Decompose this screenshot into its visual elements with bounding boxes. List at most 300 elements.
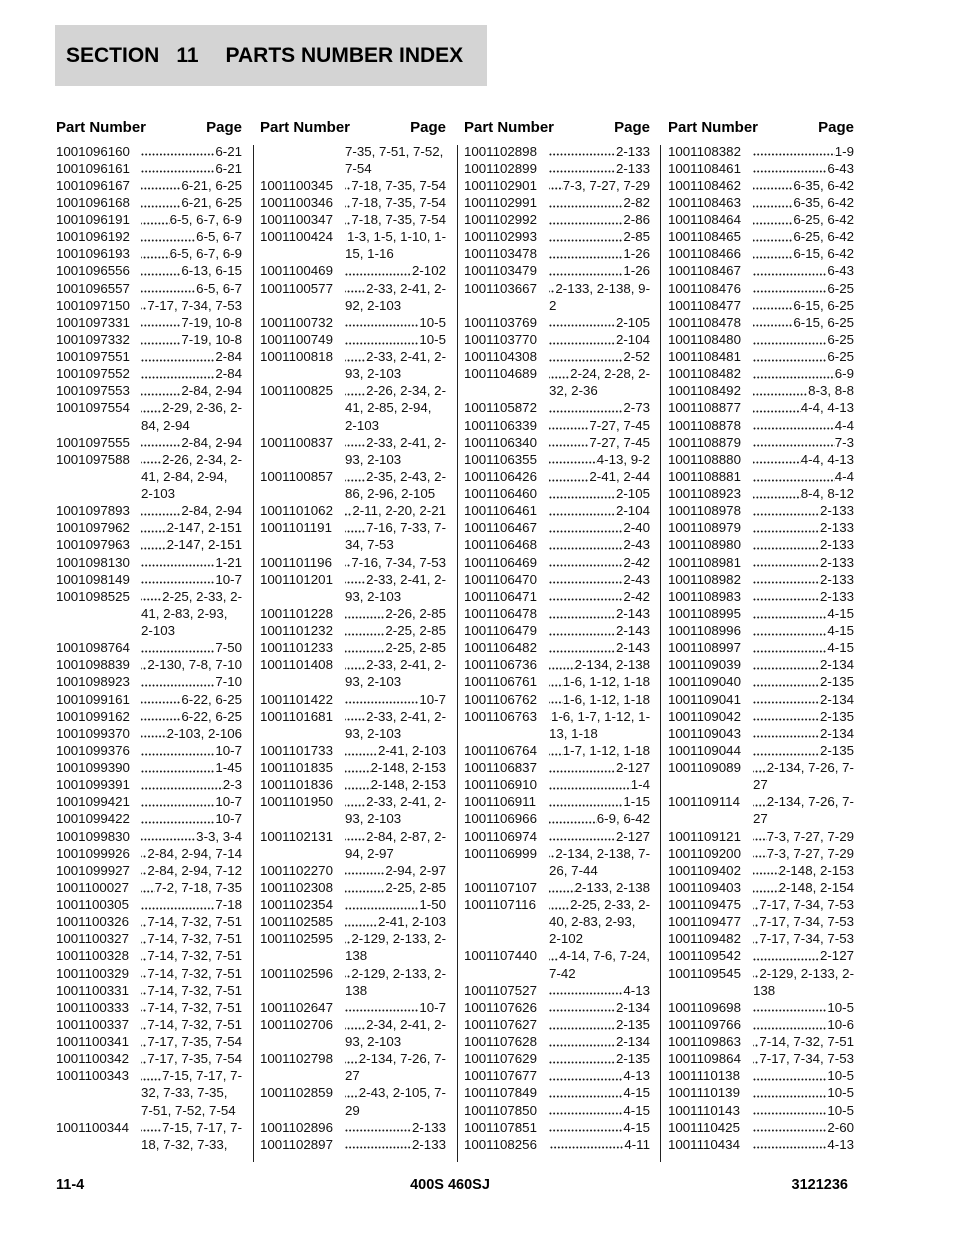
entry-line xyxy=(464,160,650,177)
dot-leader xyxy=(753,262,827,279)
part-number: 1001100327 xyxy=(56,931,129,947)
part-number: 1001101201 xyxy=(260,571,333,587)
page-reference: 10-7 xyxy=(215,794,242,810)
dot-leader xyxy=(549,160,616,177)
entry-line xyxy=(464,399,650,416)
entry-line xyxy=(260,211,446,228)
index-entry xyxy=(260,177,446,194)
index-entry xyxy=(668,502,854,519)
dot-leader xyxy=(549,554,623,571)
entry-line xyxy=(464,554,650,571)
dot-leader xyxy=(549,810,597,827)
entry-line xyxy=(464,348,650,365)
index-entry xyxy=(668,468,854,485)
dot-leader xyxy=(345,434,366,451)
entry-line xyxy=(464,262,650,279)
index-entry xyxy=(464,759,650,776)
entry-line xyxy=(56,999,242,1016)
part-number: 1001100346 xyxy=(260,194,333,210)
dot-leader xyxy=(753,571,820,588)
index-entry xyxy=(56,793,242,810)
part-number: 1001101232 xyxy=(260,623,333,638)
dot-leader xyxy=(345,280,366,297)
index-entry xyxy=(668,930,854,947)
page-reference: 10-5 xyxy=(419,314,446,330)
page-reference: 6-25 xyxy=(827,280,854,296)
page-reference: 6-9 xyxy=(834,366,854,382)
dot-leader xyxy=(753,485,801,502)
part-number: 1001101733 xyxy=(260,742,333,758)
entry-line xyxy=(56,588,242,605)
entry-line xyxy=(56,571,242,588)
dot-leader xyxy=(141,382,181,399)
entry-line xyxy=(260,1119,446,1136)
part-number: 1001100749 xyxy=(260,331,333,347)
part-number: 1001110143 xyxy=(668,1102,740,1118)
index-entry xyxy=(56,245,242,262)
page-reference: 6-5, 6-7 xyxy=(196,229,242,245)
part-number: 1001107116 xyxy=(464,897,536,912)
dot-leader xyxy=(753,160,827,177)
part-number: 1001100837 xyxy=(260,434,333,450)
index-entry xyxy=(56,143,242,160)
part-number: 1001109089 xyxy=(668,760,741,775)
column-header xyxy=(464,119,650,137)
part-number-heading: Part Number xyxy=(668,119,759,136)
footer-page-number: 11-4 xyxy=(56,1177,85,1193)
index-entry xyxy=(668,211,854,228)
entry-line xyxy=(668,673,854,690)
index-entry xyxy=(464,691,650,708)
index-entry xyxy=(668,417,854,434)
dot-leader xyxy=(345,759,371,776)
index-entry xyxy=(464,879,650,896)
page-reference: 4-13 xyxy=(623,1068,650,1084)
index-entry xyxy=(668,485,854,502)
page-reference: 2-34, 2-41, 2- xyxy=(366,1016,446,1032)
dot-leader xyxy=(345,828,366,845)
part-number: 1001109863 xyxy=(668,1034,741,1049)
index-entry xyxy=(464,742,650,759)
dot-leader xyxy=(753,280,827,297)
index-entry xyxy=(668,143,854,160)
entry-line xyxy=(56,331,242,348)
index-entry xyxy=(56,554,242,571)
page-reference: 2-127 xyxy=(615,760,650,775)
part-number: 1001107107 xyxy=(464,879,537,895)
page-reference: 2-84, 2-94 xyxy=(181,383,242,399)
index-column-1 xyxy=(56,119,242,1152)
dot-leader xyxy=(345,742,378,759)
part-number: 1001108256 xyxy=(464,1136,537,1152)
index-entry xyxy=(260,280,446,314)
page-reference: 6-35, 6-42 xyxy=(793,177,854,193)
index-entry xyxy=(668,691,854,708)
entry-line xyxy=(464,365,650,382)
part-number: 1001109121 xyxy=(668,828,741,844)
index-entry xyxy=(56,845,242,862)
page-reference: 2-26, 2-34, 2- xyxy=(162,451,242,467)
dot-leader xyxy=(753,451,801,468)
index-entry xyxy=(56,947,242,964)
index-entry xyxy=(668,451,854,468)
footer-model: 400S 460SJ xyxy=(410,1177,490,1193)
index-entry xyxy=(56,673,242,690)
entry-line xyxy=(56,348,242,365)
index-entry xyxy=(260,1119,446,1136)
page-reference: 7-17, 7-35, 7-54 xyxy=(147,1051,242,1067)
index-entry xyxy=(56,708,242,725)
index-entry xyxy=(464,776,650,793)
page-reference: 2-82 xyxy=(623,194,650,210)
entry-line xyxy=(260,348,446,365)
index-entry xyxy=(56,828,242,845)
page-reference: 1-4 xyxy=(630,777,650,793)
index-entry xyxy=(464,536,650,553)
entry-line xyxy=(668,656,854,673)
part-number: 1001106966 xyxy=(464,811,537,827)
entry-line xyxy=(260,1050,446,1067)
dot-leader xyxy=(345,913,378,930)
dot-leader xyxy=(753,228,793,245)
index-entry xyxy=(260,331,446,348)
part-number: 1001101422 xyxy=(260,691,333,707)
page-reference: 2-73 xyxy=(623,400,650,416)
entry-line xyxy=(464,828,650,845)
dot-leader xyxy=(753,348,827,365)
page-reference: 4-15 xyxy=(623,1102,650,1118)
part-number: 1001106470 xyxy=(464,571,537,587)
page-reference: 6-43 xyxy=(827,160,854,176)
part-number: 1001110434 xyxy=(668,1136,740,1152)
index-entry xyxy=(668,160,854,177)
part-number: 1001108877 xyxy=(668,400,741,416)
section-number: 11 xyxy=(176,44,199,67)
entry-line-continued xyxy=(668,810,854,827)
index-entry xyxy=(260,793,446,827)
page-reference: 2-134 xyxy=(819,657,854,673)
dot-leader xyxy=(345,262,412,279)
page-reference: 2-143 xyxy=(615,605,650,621)
page-reference: 2-35, 2-43, 2- xyxy=(366,468,446,484)
index-entry xyxy=(668,262,854,279)
entry-line xyxy=(464,845,650,862)
entry-line xyxy=(464,1067,650,1084)
entry-line xyxy=(260,434,446,451)
entry-line-continued xyxy=(464,297,650,314)
dot-leader xyxy=(345,382,366,399)
index-entry xyxy=(464,280,650,314)
page-reference: 8-3, 8-8 xyxy=(808,383,854,399)
entry-line xyxy=(260,691,446,708)
page-reference: 6-21 xyxy=(215,143,242,159)
index-entry xyxy=(668,314,854,331)
entry-line xyxy=(56,160,242,177)
part-number: 1001109545 xyxy=(668,965,741,981)
page-reference: 7-14, 7-32, 7-51 xyxy=(147,965,242,981)
dot-leader xyxy=(549,502,616,519)
column-divider xyxy=(457,145,458,1162)
page-reference: 2-135 xyxy=(819,742,854,758)
part-number: 1001103770 xyxy=(464,331,537,347)
part-number: 1001100577 xyxy=(260,280,333,296)
entry-line-continued xyxy=(260,417,446,434)
entry-line-continued xyxy=(260,1102,446,1119)
part-number: 1001107629 xyxy=(464,1051,537,1067)
page-reference: 2-133 xyxy=(819,554,854,570)
part-number: 1001097552 xyxy=(56,366,130,382)
page-reference: 2-129, 2-133, 2- xyxy=(759,965,854,981)
section-label: SECTION xyxy=(66,44,160,67)
entry-line xyxy=(464,896,650,913)
dot-leader xyxy=(549,143,616,160)
entry-line xyxy=(260,742,446,759)
dot-leader xyxy=(141,228,196,245)
part-number: 1001097332 xyxy=(56,331,130,347)
entry-line xyxy=(56,519,242,536)
page-reference: 2-11, 2-20, 2-21 xyxy=(352,503,446,519)
page-reference: 2-33, 2-41, 2- xyxy=(366,708,446,724)
part-number: 1001102131 xyxy=(260,828,333,844)
entry-line xyxy=(668,314,854,331)
part-number: 1001099390 xyxy=(56,760,130,775)
index-entry xyxy=(668,1067,854,1084)
entry-line xyxy=(260,793,446,810)
part-number: 1001096191 xyxy=(56,212,130,227)
part-number: 1001100333 xyxy=(56,999,129,1015)
page-heading: Page xyxy=(206,119,242,136)
index-entry xyxy=(56,262,242,279)
entry-line xyxy=(56,776,242,793)
page-reference: 4-15 xyxy=(827,605,854,621)
entry-line xyxy=(668,143,854,160)
index-entry xyxy=(56,519,242,536)
entry-line xyxy=(260,1136,446,1153)
dot-leader xyxy=(549,879,575,896)
part-number: 1001098764 xyxy=(56,640,130,656)
part-number: 1001108476 xyxy=(668,280,741,296)
page-reference: 2-84, 2-94, 7-12 xyxy=(147,862,242,878)
entry-line xyxy=(668,622,854,639)
dot-leader xyxy=(753,725,820,742)
entry-line-continued xyxy=(260,845,446,862)
entry-line xyxy=(464,502,650,519)
page-reference: 7-16, 7-33, 7- xyxy=(366,520,446,536)
index-entry xyxy=(668,862,854,879)
part-number: 1001102308 xyxy=(260,879,333,895)
index-entry xyxy=(464,451,650,468)
entry-line xyxy=(464,451,650,468)
index-entries xyxy=(260,143,446,1153)
dot-leader xyxy=(549,1050,616,1067)
part-number: 1001106479 xyxy=(464,623,537,638)
dot-leader xyxy=(753,588,820,605)
part-number: 1001109200 xyxy=(668,845,741,861)
dot-leader xyxy=(141,451,162,468)
entry-line-continued xyxy=(56,605,242,622)
part-number: 1001101836 xyxy=(260,777,333,793)
page-reference: 2-43 xyxy=(623,571,650,587)
entry-line xyxy=(668,468,854,485)
dot-leader xyxy=(345,571,366,588)
dot-leader xyxy=(141,194,181,211)
page-reference: 7-19, 10-8 xyxy=(181,331,242,347)
entry-line xyxy=(668,417,854,434)
entry-line xyxy=(260,656,446,673)
entry-line xyxy=(260,228,446,245)
index-entry xyxy=(56,742,242,759)
page-reference: 2-33, 2-41, 2- xyxy=(366,794,446,810)
index-entry xyxy=(56,314,242,331)
entry-line xyxy=(260,622,446,639)
index-entry xyxy=(668,742,854,759)
part-number: 1001107626 xyxy=(464,999,537,1015)
entry-line-continued xyxy=(260,725,446,742)
page-reference: 2-33, 2-41, 2- xyxy=(366,280,446,296)
entry-line xyxy=(260,262,446,279)
page-reference: 2-25, 2-33, 2- xyxy=(570,897,650,912)
page-reference-continued: 93, 2-103 xyxy=(345,366,402,382)
entry-line xyxy=(668,502,854,519)
page-reference: 2-24, 2-28, 2- xyxy=(570,366,650,382)
dot-leader xyxy=(549,314,616,331)
dot-leader xyxy=(141,639,215,656)
page-reference: 6-25 xyxy=(827,331,854,347)
entry-line xyxy=(260,280,446,297)
dot-leader xyxy=(549,691,563,708)
entry-line xyxy=(668,485,854,502)
index-entry xyxy=(668,965,854,999)
page-reference: 2-127 xyxy=(615,828,650,844)
entry-line xyxy=(464,810,650,827)
index-entry xyxy=(56,691,242,708)
index-entry xyxy=(464,177,650,194)
page-reference: 10-7 xyxy=(215,571,242,587)
part-number: 1001106911 xyxy=(464,794,536,810)
page-reference: 2-29, 2-36, 2- xyxy=(162,400,242,416)
column-divider xyxy=(253,145,254,1162)
entry-line xyxy=(668,999,854,1016)
entry-line xyxy=(260,776,446,793)
dot-leader xyxy=(753,605,827,622)
part-number: 1001108477 xyxy=(668,297,741,313)
column-header xyxy=(56,119,242,137)
entry-line xyxy=(56,228,242,245)
page-reference: 1-45 xyxy=(215,760,242,775)
page-reference: 2-134 xyxy=(819,725,854,741)
index-entry xyxy=(464,982,650,999)
page-reference: 2-129, 2-133, 2- xyxy=(351,931,446,947)
entry-line xyxy=(260,194,446,211)
entry-line xyxy=(464,571,650,588)
entry-line-continued xyxy=(56,1102,242,1119)
part-number: 1001103478 xyxy=(464,246,537,262)
part-number: 1001108981 xyxy=(668,554,741,570)
dot-leader xyxy=(549,759,616,776)
dot-leader xyxy=(549,828,616,845)
entry-line xyxy=(56,656,242,673)
index-entry xyxy=(56,725,242,742)
page-reference: 2-133 xyxy=(615,143,650,159)
page-reference: 6-5, 6-7, 6-9 xyxy=(169,212,242,227)
dot-leader xyxy=(549,1119,623,1136)
index-entry xyxy=(260,622,446,639)
entry-line xyxy=(464,656,650,673)
entry-line xyxy=(668,211,854,228)
dot-leader xyxy=(549,742,563,759)
index-entry xyxy=(668,605,854,622)
page-reference: 7-17, 7-34, 7-53 xyxy=(759,914,854,930)
part-number: 1001100469 xyxy=(260,263,333,279)
part-number: 1001109698 xyxy=(668,999,741,1015)
part-number: 1001103769 xyxy=(464,314,537,330)
page-reference: 10-7 xyxy=(419,999,446,1015)
page-reference-continued: 138 xyxy=(753,982,776,998)
index-entry xyxy=(260,143,446,177)
part-number: 1001100329 xyxy=(56,965,129,981)
page-reference-continued: 2-103 xyxy=(141,486,176,501)
dot-leader xyxy=(753,1102,827,1119)
page-reference-continued: 40, 2-83, 2-93, xyxy=(549,914,636,930)
part-number: 1001101835 xyxy=(260,760,333,775)
part-number: 1001108462 xyxy=(668,177,741,193)
part-number: 1001102993 xyxy=(464,229,537,245)
index-entry xyxy=(464,143,650,160)
dot-leader xyxy=(549,1136,624,1153)
index-entry xyxy=(260,913,446,930)
page-reference: 2-42 xyxy=(623,554,650,570)
index-entry xyxy=(464,571,650,588)
index-entry xyxy=(56,862,242,879)
part-number: 1001097963 xyxy=(56,537,130,553)
entry-line-continued xyxy=(260,810,446,827)
entry-line xyxy=(464,1033,650,1050)
page-reference: 2-147, 2-151 xyxy=(166,520,242,536)
page-reference: 6-35, 6-42 xyxy=(793,194,854,210)
index-entry xyxy=(464,365,650,399)
part-number: 1001101408 xyxy=(260,657,333,673)
page-reference: 6-15, 6-42 xyxy=(793,246,854,262)
entry-line xyxy=(260,1084,446,1101)
page-reference: 2-25, 2-85 xyxy=(385,623,446,638)
entry-line xyxy=(56,965,242,982)
entry-line xyxy=(668,1102,854,1119)
entry-line-continued xyxy=(464,382,650,399)
index-entry xyxy=(668,519,854,536)
part-number: 1001102859 xyxy=(260,1085,333,1101)
dot-leader xyxy=(753,399,801,416)
entry-line xyxy=(56,1033,242,1050)
page-reference: 2-134 xyxy=(615,1034,650,1049)
index-entry xyxy=(464,314,650,331)
dot-leader xyxy=(141,828,196,845)
page-reference: 4-15 xyxy=(623,1085,650,1101)
entry-line xyxy=(56,280,242,297)
index-entry xyxy=(668,331,854,348)
entry-line xyxy=(56,828,242,845)
page-reference-continued: 41, 2-83, 2-93, xyxy=(141,605,228,621)
part-number: 1001109864 xyxy=(668,1051,741,1067)
entry-line xyxy=(260,879,446,896)
entry-line xyxy=(260,331,446,348)
dot-leader xyxy=(345,879,385,896)
entry-line xyxy=(56,434,242,451)
part-number: 1001107850 xyxy=(464,1102,537,1118)
index-entry xyxy=(668,348,854,365)
entry-line xyxy=(668,1016,854,1033)
entry-line xyxy=(56,194,242,211)
entry-line xyxy=(56,382,242,399)
